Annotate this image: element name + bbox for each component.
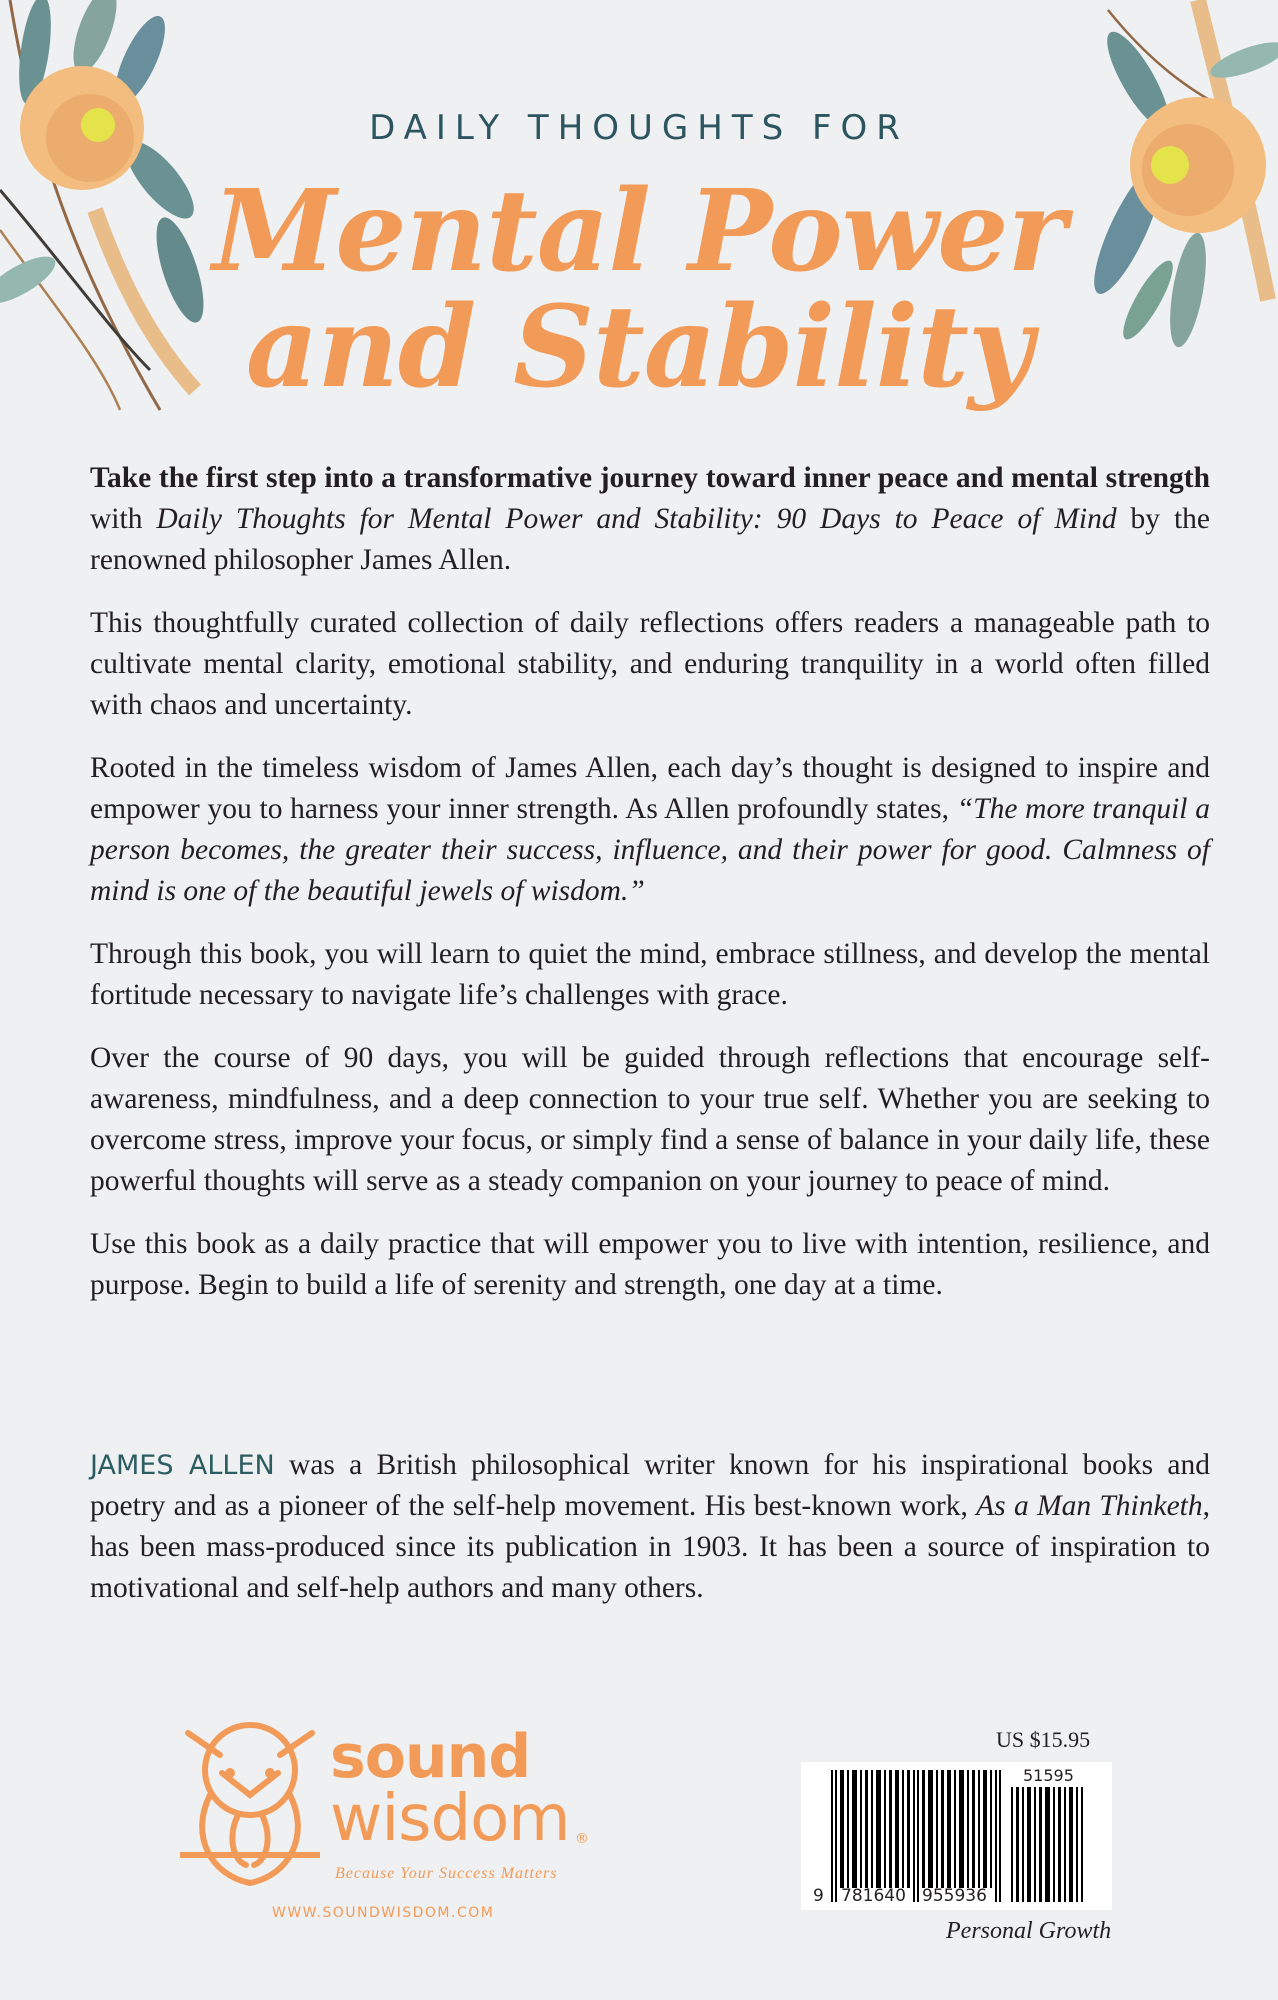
author-work-title: As a Man Thinketh	[976, 1490, 1203, 1522]
description-paragraph-4: Through this book, you will learn to quiet the mind, embrace stillness, and develop the mental fortitude necessary to navigate life’s challenges with grace.	[90, 938, 1210, 1011]
publisher-name-wisdom: wisdom	[330, 1782, 570, 1856]
description-text: by the renowned philosopher James Allen.	[90, 503, 1210, 576]
isbn-prefix: 9	[813, 1886, 824, 1906]
isbn-barcode	[801, 1762, 1112, 1910]
author-name: JAMES ALLEN	[90, 1450, 275, 1481]
registered-mark: ®	[575, 1831, 589, 1847]
book-category: Personal Growth	[946, 1918, 1112, 1944]
description-paragraph-2: This thoughtfully curated collection of daily reflections offers readers a manageable path to cultivate mental clarity, emotional stability, and enduring tranquility in a world often filled with chaos and uncertainty.	[90, 607, 1210, 721]
cover-overline: DAILY THOUGHTS FOR	[369, 108, 909, 148]
publisher-name-sound: sound	[330, 1722, 531, 1792]
description-lead-bold: Take the first step into a transformative journey toward inner peace and mental strength	[90, 462, 1210, 494]
description-paragraph-3	[90, 748, 1210, 912]
owl-icon	[180, 1715, 320, 1905]
author-bio-text: was a British philosophical writer known for his inspirational books and poetry and as a pioneer of the self-help movement. His best-known work,	[90, 1449, 1210, 1522]
description-paragraph-5: Over the course of 90 days, you will be guided through reflections that encourage self-awareness, mindfulness, and a deep connection to your true self. Whether you are seeking to overcome stress, improve your focus, or simply find a sense of balance in your daily life, these powerful thoughts will serve as a steady companion on your journey to peace of mind.	[90, 1042, 1210, 1197]
price-code: 51595	[1023, 1766, 1074, 1785]
publisher-website-link[interactable]: WWW.SOUNDWISDOM.COM	[272, 1905, 495, 1921]
retail-price: US $15.95	[996, 1727, 1091, 1752]
publisher-tagline: Because Your Success Matters	[335, 1865, 558, 1882]
description-paragraph-6: Use this book as a daily practice that will empower you to live with intention, resilience, and purpose. Begin to build a life of serenity and strength, one day at a time.	[90, 1228, 1210, 1301]
description-text: with	[90, 503, 157, 535]
author-bio-paragraph	[90, 1445, 1210, 1609]
isbn-group-1: 781640	[841, 1886, 906, 1906]
book-description	[90, 458, 1210, 1328]
author-quote: “The more tranquil a person becomes, the greater their success, influence, and their power for good. Calmness of mind is one of the beautiful jewels of wisdom.”	[90, 793, 1210, 907]
cover-title-line-1: Mental Power	[212, 166, 1066, 297]
author-bio-text: , has been mass-produced since its publication in 1903. It has been a source of inspiration to motivational and self-help authors and many others.	[90, 1490, 1211, 1604]
author-bio	[90, 1445, 1210, 1631]
book-full-title: Daily Thoughts for Mental Power and Stability: 90 Days to Peace of Mind	[156, 503, 1117, 535]
isbn-group-2: 955936	[922, 1886, 987, 1906]
publisher-logo	[180, 1715, 600, 1925]
description-paragraph-1	[90, 458, 1210, 581]
cover-title-line-2: and Stability	[245, 282, 1033, 413]
description-text: Rooted in the timeless wisdom of James Allen, each day’s thought is designed to inspire and empower you to harness your inner strength. As Allen profoundly states,	[90, 752, 1210, 825]
